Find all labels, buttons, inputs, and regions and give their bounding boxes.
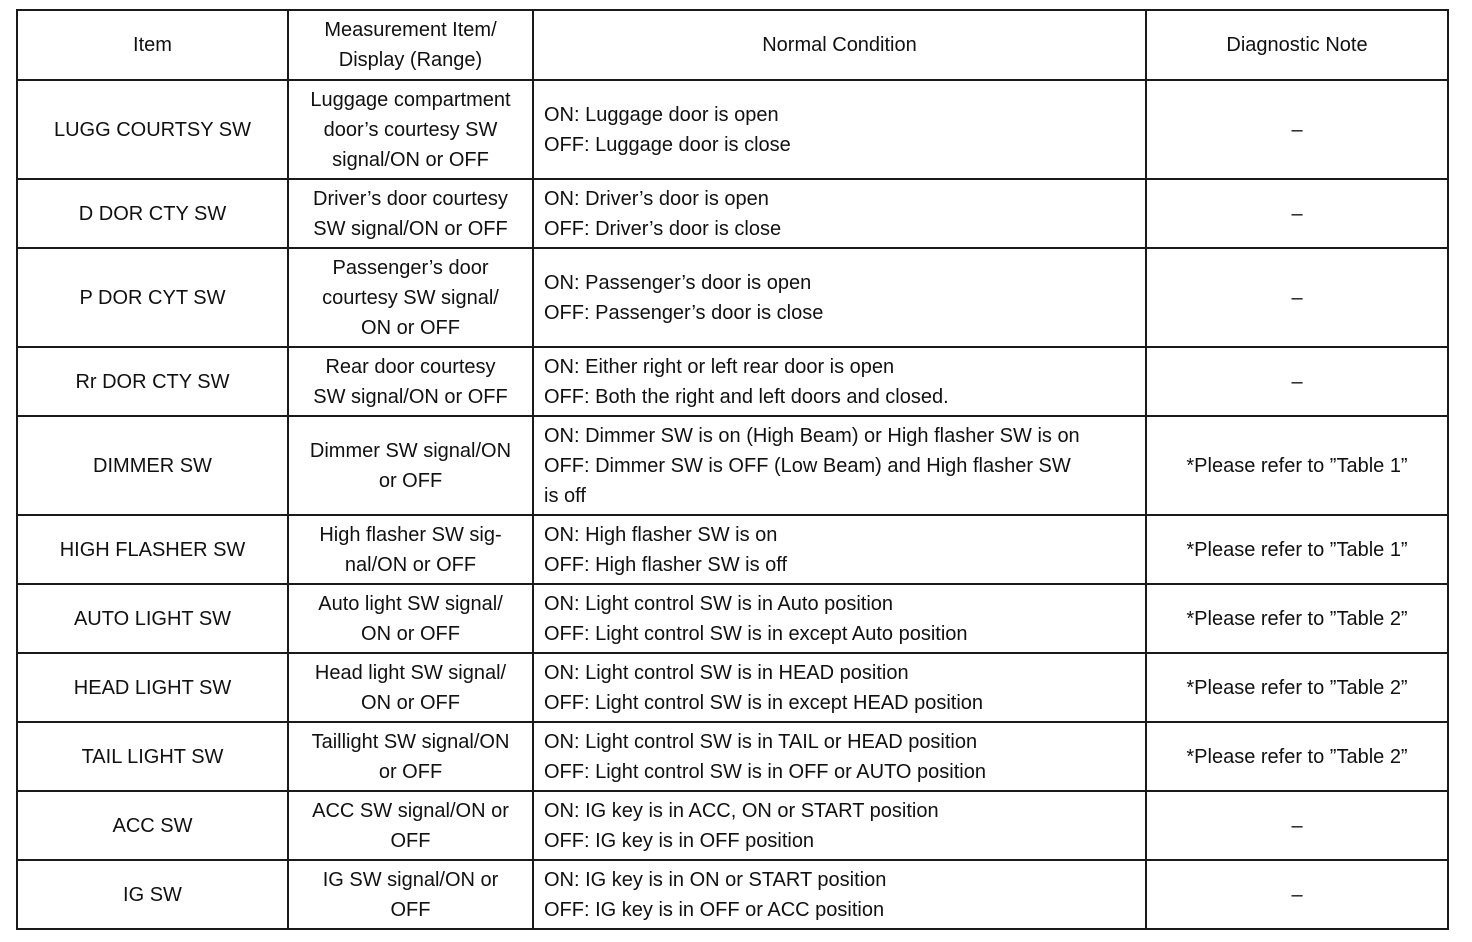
normal-condition-line: OFF: Both the right and left doors and closed. xyxy=(544,385,949,408)
table-row xyxy=(17,722,1448,791)
cell-diagnostic-note: – xyxy=(1146,248,1448,347)
table-row xyxy=(17,860,1448,929)
table-row xyxy=(17,791,1448,860)
cell-normal-condition xyxy=(533,248,1146,347)
normal-condition-line: OFF: High flasher SW is off xyxy=(544,553,788,576)
normal-condition-line: OFF: Light control SW is in OFF or AUTO position xyxy=(544,760,986,783)
cell-normal-condition xyxy=(533,860,1146,929)
measurement-line: OFF xyxy=(390,898,431,921)
cell-diagnostic-note: – xyxy=(1146,860,1448,929)
cell-measurement xyxy=(288,584,533,653)
measurement-line: Luggage compartment xyxy=(310,88,511,111)
normal-condition-line: ON: Light control SW is in Auto position xyxy=(544,592,894,615)
cell-diagnostic-note: *Please refer to ”Table 1” xyxy=(1146,515,1448,584)
cell-item: Rr DOR CTY SW xyxy=(17,347,288,416)
normal-condition-line: OFF: Light control SW is in except HEAD position xyxy=(544,691,984,714)
cell-item: LUGG COURTSY SW xyxy=(17,80,288,179)
header-item: Item xyxy=(17,10,288,80)
cell-normal-condition xyxy=(533,347,1146,416)
normal-condition-line: OFF: IG key is in OFF position xyxy=(544,829,815,852)
cell-diagnostic-note: *Please refer to ”Table 2” xyxy=(1146,722,1448,791)
cell-measurement xyxy=(288,179,533,248)
cell-measurement xyxy=(288,515,533,584)
table-row xyxy=(17,416,1448,515)
cell-normal-condition xyxy=(533,722,1146,791)
normal-condition-line: OFF: Light control SW is in except Auto position xyxy=(544,622,968,645)
table-row xyxy=(17,248,1448,347)
measurement-line: Auto light SW signal/ xyxy=(318,592,503,615)
table-body xyxy=(17,80,1448,929)
normal-condition-line: ON: Light control SW is in TAIL or HEAD position xyxy=(544,730,978,753)
measurement-line: High flasher SW sig- xyxy=(319,523,502,546)
normal-condition-line: OFF: IG key is in OFF or ACC position xyxy=(544,898,885,921)
cell-normal-condition xyxy=(533,791,1146,860)
normal-condition-line: ON: Driver’s door is open xyxy=(544,187,769,210)
cell-normal-condition xyxy=(533,584,1146,653)
cell-normal-condition xyxy=(533,80,1146,179)
table-row xyxy=(17,584,1448,653)
table-row xyxy=(17,80,1448,179)
measurement-line: OFF xyxy=(390,829,431,852)
cell-item: P DOR CYT SW xyxy=(17,248,288,347)
measurement-line: signal/ON or OFF xyxy=(332,148,489,171)
normal-condition-line: ON: High flasher SW is on xyxy=(544,523,778,546)
cell-item: ACC SW xyxy=(17,791,288,860)
measurement-line: ON or OFF xyxy=(361,316,460,339)
cell-normal-condition xyxy=(533,515,1146,584)
cell-diagnostic-note: – xyxy=(1146,179,1448,248)
cell-measurement xyxy=(288,653,533,722)
table-row xyxy=(17,653,1448,722)
diagnostic-data-table xyxy=(16,9,1449,930)
measurement-line: Head light SW signal/ xyxy=(314,661,507,684)
cell-diagnostic-note: *Please refer to ”Table 2” xyxy=(1146,653,1448,722)
cell-measurement xyxy=(288,791,533,860)
cell-normal-condition xyxy=(533,416,1146,515)
cell-diagnostic-note: *Please refer to ”Table 1” xyxy=(1146,416,1448,515)
cell-item: HIGH FLASHER SW xyxy=(17,515,288,584)
cell-item: IG SW xyxy=(17,860,288,929)
table-row xyxy=(17,347,1448,416)
measurement-line: courtesy SW signal/ xyxy=(322,286,499,309)
cell-diagnostic-note: – xyxy=(1146,80,1448,179)
table-row xyxy=(17,179,1448,248)
normal-condition-line: ON: Luggage door is open xyxy=(544,103,779,126)
cell-measurement xyxy=(288,722,533,791)
normal-condition-line: ON: Passenger’s door is open xyxy=(544,271,812,294)
cell-measurement xyxy=(288,416,533,515)
cell-measurement xyxy=(288,80,533,179)
normal-condition-line: is off xyxy=(544,484,586,507)
normal-condition-line: OFF: Dimmer SW is OFF (Low Beam) and High flasher SW xyxy=(544,454,1071,477)
header-normal-condition: Normal Condition xyxy=(533,10,1146,80)
header-measurement-line: Display (Range) xyxy=(338,49,483,71)
cell-normal-condition xyxy=(533,179,1146,248)
measurement-line: nal/ON or OFF xyxy=(344,553,477,576)
normal-condition-line: ON: Either right or left rear door is open xyxy=(544,355,895,378)
measurement-line: Driver’s door courtesy xyxy=(313,187,508,210)
measurement-line: or OFF xyxy=(378,760,443,783)
cell-item: AUTO LIGHT SW xyxy=(17,584,288,653)
measurement-line: Dimmer SW signal/ON xyxy=(309,439,512,462)
normal-condition-line: ON: Light control SW is in HEAD position xyxy=(544,661,909,684)
normal-condition-line: ON: Dimmer SW is on (High Beam) or High flasher SW is on xyxy=(544,424,1080,447)
cell-measurement xyxy=(288,347,533,416)
header-measurement-line: Measurement Item/ xyxy=(324,19,497,41)
cell-item: D DOR CTY SW xyxy=(17,179,288,248)
cell-item: TAIL LIGHT SW xyxy=(17,722,288,791)
normal-condition-line: OFF: Luggage door is close xyxy=(544,133,791,156)
normal-condition-line: ON: IG key is in ON or START position xyxy=(544,868,887,891)
measurement-line: or OFF xyxy=(378,469,443,492)
measurement-line: Rear door courtesy xyxy=(325,355,496,378)
measurement-line: door’s courtesy SW xyxy=(323,118,498,141)
cell-diagnostic-note: *Please refer to ”Table 2” xyxy=(1146,584,1448,653)
normal-condition-line: ON: IG key is in ACC, ON or START position xyxy=(544,799,939,822)
normal-condition-line: OFF: Driver’s door is close xyxy=(544,217,782,240)
header-measurement xyxy=(288,10,533,80)
measurement-line: ACC SW signal/ON or xyxy=(312,799,509,822)
measurement-line: ON or OFF xyxy=(361,622,460,645)
cell-item: HEAD LIGHT SW xyxy=(17,653,288,722)
header-diagnostic-note: Diagnostic Note xyxy=(1146,10,1448,80)
table-header-row xyxy=(17,10,1448,80)
measurement-line: ON or OFF xyxy=(361,691,460,714)
cell-measurement xyxy=(288,248,533,347)
normal-condition-line: OFF: Passenger’s door is close xyxy=(544,301,824,324)
measurement-line: SW signal/ON or OFF xyxy=(313,385,508,408)
cell-diagnostic-note: – xyxy=(1146,791,1448,860)
measurement-line: Passenger’s door xyxy=(332,256,489,279)
cell-diagnostic-note: – xyxy=(1146,347,1448,416)
measurement-line: Taillight SW signal/ON xyxy=(311,730,510,753)
cell-measurement xyxy=(288,860,533,929)
measurement-line: SW signal/ON or OFF xyxy=(313,217,508,240)
measurement-line: IG SW signal/ON or xyxy=(322,868,499,891)
cell-normal-condition xyxy=(533,653,1146,722)
cell-item: DIMMER SW xyxy=(17,416,288,515)
table-row xyxy=(17,515,1448,584)
